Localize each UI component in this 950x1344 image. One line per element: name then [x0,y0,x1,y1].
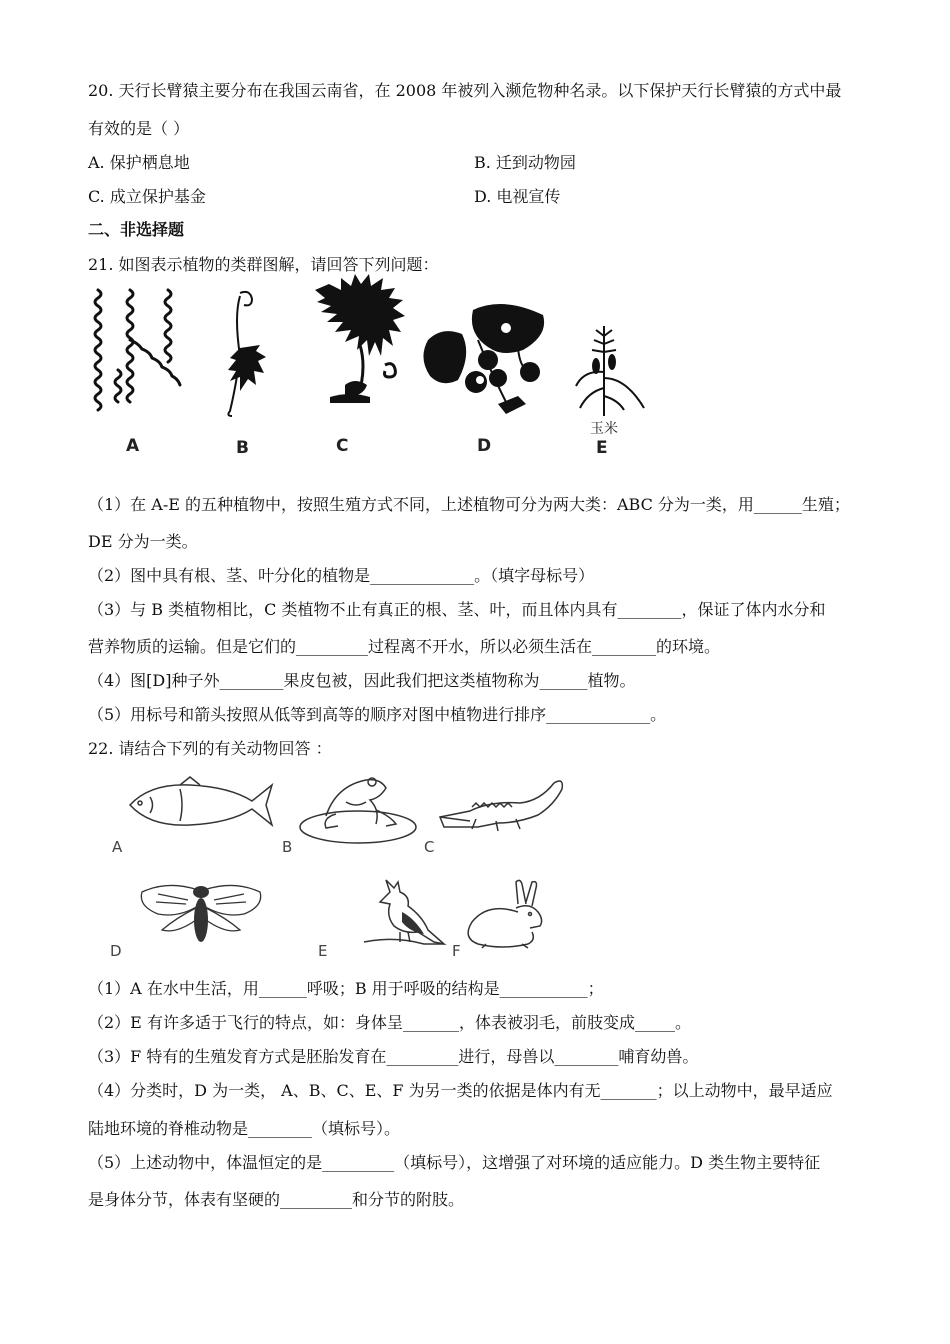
q22-part5-line2: 是身体分节，体表有坚硬的_________和分节的附肢。 [88,1190,465,1209]
q21-part3-line1: （3）与 B 类植物相比，C 类植物不止有真正的根、茎、叶，而且体内具有________，保证了体内水分和 [88,600,826,619]
q22-part5-line1: （5）上述动物中，体温恒定的是_________（填标号），这增强了对环境的适应能力。D 类生物主要特征 [88,1153,821,1172]
plant-d-label: D [477,436,492,456]
q21-part2: （2）图中具有根、茎、叶分化的植物是_____________。（填字母标号） [88,566,595,585]
q21-stem: 21. 如图表示植物的类群图解，请回答下列问题： [88,255,439,274]
plant-e-corn-image [572,322,652,417]
q20-option-a: A. 保护栖息地 [88,153,190,172]
plant-c-label: C [336,436,349,456]
plant-c-fern-image [300,285,415,420]
q21-part4: （4）图[D]种子外________果皮包被，因此我们把这类植物称为______植物。 [88,671,636,690]
plant-a-label: A [126,436,140,456]
animal-f-label: F [452,942,461,960]
plant-e-label: E [596,438,608,458]
q20-option-b: B. 迁到动物园 [474,153,576,172]
q20-stem-line2: 有效的是（ ） [88,119,190,138]
animal-e-bird-image [360,878,450,953]
animal-b-label: B [282,838,293,856]
q20-option-d: D. 电视宣传 [474,187,561,206]
animal-b-frog-image [296,772,421,847]
animal-a-fish-image [120,775,280,835]
plant-e-name-label: 玉米 [590,421,618,437]
plant-a-algae-image [88,285,188,420]
animal-a-label: A [112,838,123,856]
q20-stem-line1: 20. 天行长臂猿主要分布在我国云南省，在 2008 年被列入濒危物种名录。以下保护天行长臂猿的方式中最 [88,81,842,100]
q22-part4-line2: 陆地环境的脊椎动物是________（填标号）。 [88,1119,401,1138]
plant-b-label: B [236,438,249,458]
q22-part4-line1: （4）分类时，D 为一类， A、B、C、E、F 为另一类的依据是体内有无_______；以上动物中，最早适应 [88,1081,833,1100]
q22-part1: （1）A 在水中生活，用______呼吸；B 用于呼吸的结构是___________； [88,979,604,998]
q21-part3-line2: 营养物质的运输。但是它们的_________过程离不开水，所以必须生活在________的环境。 [88,637,721,656]
q20-option-c: C. 成立保护基金 [88,187,206,206]
animal-f-rabbit-image [462,878,562,953]
plant-d-ginkgo-image [418,300,558,420]
animal-c-crocodile-image [436,775,566,835]
plant-b-moss-image [220,288,270,418]
animal-c-label: C [424,838,435,856]
q22-stem: 22. 请结合下列的有关动物回答 ： [88,739,332,758]
q21-part1-line1: （1）在 A-E 的五种植物中，按照生殖方式不同，上述植物可分为两大类：ABC 分为一类，用______生殖； [88,495,850,514]
animal-e-label: E [318,942,328,960]
section-title: 二、非选择题 [88,220,185,239]
q21-part1-line2: DE 分为一类。 [88,532,198,551]
q21-part5: （5）用标号和箭头按照从低等到高等的顺序对图中植物进行排序_____________。 [88,705,667,724]
q22-part2: （2）E 有许多适于飞行的特点，如：身体呈_______，体表被羽毛，前肢变成_____。 [88,1013,691,1032]
q22-part3: （3）F 特有的生殖发育方式是胚胎发育在_________进行，母兽以________哺育幼兽。 [88,1047,699,1066]
animal-d-label: D [110,942,122,960]
animal-d-cicada-image [138,880,264,950]
